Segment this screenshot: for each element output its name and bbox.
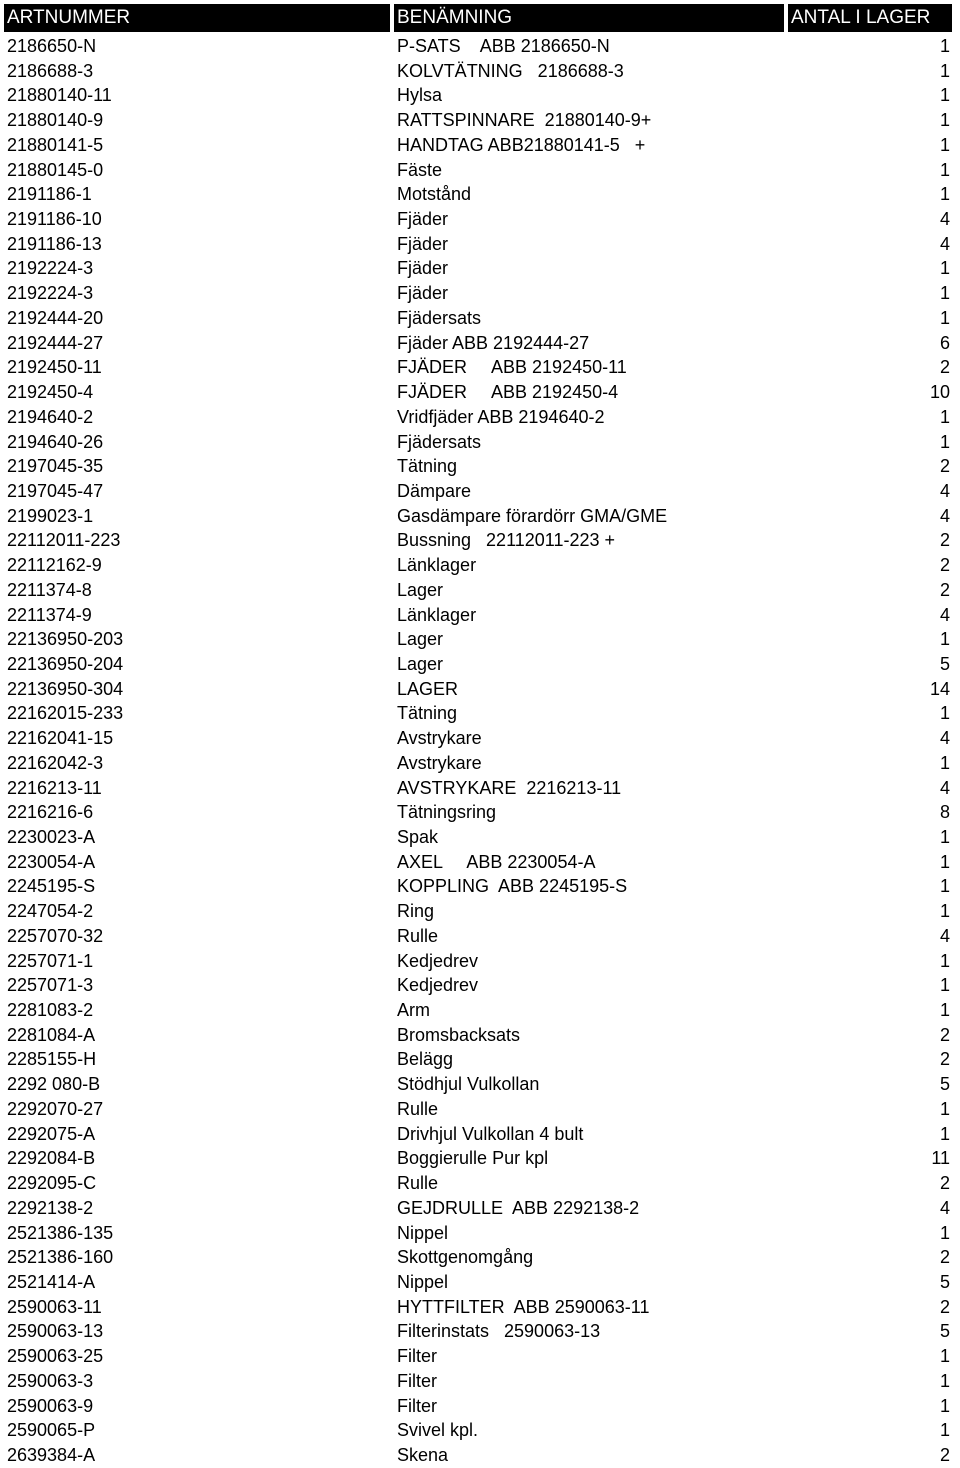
cell-benamning: Spak <box>397 827 439 847</box>
table-row <box>0 578 960 603</box>
table-row <box>0 504 960 529</box>
cell-benamning: KOLVTÄTNING 2186688-3 <box>397 60 624 81</box>
table-row <box>0 232 960 257</box>
cell-benamning: RATTSPINNARE 21880140-9+ <box>397 110 652 131</box>
table-row <box>0 479 960 504</box>
table-row <box>0 1171 960 1196</box>
cell-artnummer: 21880140-9 <box>7 110 104 131</box>
cell-artnummer: 2590063-25 <box>7 1346 104 1367</box>
cell-artnummer: 2216216-6 <box>7 802 94 823</box>
cell-antal: 1 <box>939 60 950 81</box>
cell-artnummer: 2192444-20 <box>7 307 104 328</box>
cell-artnummer: 2191186-13 <box>7 233 102 254</box>
table-row <box>0 34 960 59</box>
cell-artnummer: 22136950-204 <box>7 653 124 674</box>
table-row <box>0 652 960 677</box>
cell-benamning: Fjäder <box>397 209 449 230</box>
cell-benamning: Filter <box>397 1395 437 1416</box>
cell-antal: 1 <box>939 1000 950 1021</box>
cell-artnummer: 21880140-11 <box>7 85 112 106</box>
cell-artnummer: 2257071-3 <box>7 975 94 996</box>
cell-artnummer: 2197045-47 <box>7 480 104 501</box>
table-row <box>0 108 960 133</box>
cell-benamning: GEJDRULLE ABB 2292138-2 <box>397 1197 640 1218</box>
cell-benamning: Filter <box>397 1370 437 1391</box>
table-row <box>0 553 960 578</box>
cell-artnummer: 2257071-1 <box>7 950 94 971</box>
cell-artnummer: 2192444-27 <box>7 332 104 353</box>
table-row <box>0 825 960 850</box>
cell-antal: 1 <box>939 901 950 922</box>
table-row <box>0 776 960 801</box>
header-benamning: BENÄMNING <box>394 4 784 32</box>
cell-benamning: Tätningsring <box>397 802 497 823</box>
cell-antal: 1 <box>939 851 950 872</box>
cell-antal: 4 <box>939 480 950 501</box>
cell-artnummer: 22112011-223 <box>7 530 121 551</box>
cell-benamning: Tätning <box>397 456 458 477</box>
cell-benamning: Vridfjäder ABB 2194640-2 <box>397 406 605 427</box>
cell-benamning: KOPPLING ABB 2245195-S <box>397 876 628 897</box>
cell-benamning: AVSTRYKARE 2216213-11 <box>397 777 622 798</box>
cell-benamning: Länklager <box>397 555 477 576</box>
cell-artnummer: 2590063-3 <box>7 1370 94 1391</box>
cell-antal: 1 <box>939 258 950 279</box>
cell-benamning: Fjäder <box>397 233 449 254</box>
table-row <box>0 1023 960 1048</box>
cell-benamning: Avstrykare <box>397 752 482 773</box>
cell-artnummer: 2197045-35 <box>7 456 104 477</box>
table-row <box>0 83 960 108</box>
cell-benamning: Filter <box>397 1346 437 1367</box>
cell-antal: 1 <box>939 184 950 205</box>
cell-artnummer: 21880141-5 <box>7 134 104 155</box>
cell-benamning: Fjädersats <box>397 307 482 328</box>
cell-benamning: Fjädersats <box>397 431 482 452</box>
cell-antal: 1 <box>939 85 950 106</box>
table-body <box>0 34 960 1468</box>
cell-artnummer: 2191186-10 <box>7 209 102 230</box>
cell-benamning: Stödhjul Vulkollan <box>397 1074 540 1095</box>
cell-antal: 1 <box>939 110 950 131</box>
cell-artnummer: 2245195-S <box>7 876 96 897</box>
cell-antal: 6 <box>939 332 950 353</box>
table-row <box>0 800 960 825</box>
cell-artnummer: 2257070-32 <box>7 925 104 946</box>
cell-antal: 1 <box>939 283 950 304</box>
cell-antal: 5 <box>939 1321 950 1342</box>
cell-benamning: Lager <box>397 629 444 650</box>
cell-benamning: Hylsa <box>397 85 443 106</box>
cell-antal: 2 <box>939 555 950 576</box>
table-row <box>0 405 960 430</box>
cell-benamning: Svivel kpl. <box>397 1420 479 1441</box>
cell-antal: 5 <box>939 653 950 674</box>
cell-benamning: Fäste <box>397 159 443 180</box>
cell-antal: 1 <box>939 431 950 452</box>
cell-antal: 1 <box>939 1346 950 1367</box>
cell-antal: 4 <box>939 1197 950 1218</box>
table-row <box>0 726 960 751</box>
cell-artnummer: 2521386-160 <box>7 1247 114 1268</box>
table-row <box>0 627 960 652</box>
table-row <box>0 850 960 875</box>
cell-artnummer: 22162041-15 <box>7 728 114 749</box>
cell-antal: 2 <box>939 1247 950 1268</box>
cell-artnummer: 2191186-1 <box>7 184 92 205</box>
table-header <box>4 4 956 32</box>
cell-benamning: Fjäder ABB 2192444-27 <box>397 332 590 353</box>
table-row <box>0 1344 960 1369</box>
cell-artnummer: 2194640-26 <box>7 431 104 452</box>
table-row <box>0 59 960 84</box>
cell-artnummer: 2285155-H <box>7 1049 97 1070</box>
cell-benamning: FJÄDER ABB 2192450-4 <box>397 382 619 403</box>
cell-artnummer: 2292075-A <box>7 1123 96 1144</box>
table-row <box>0 751 960 776</box>
cell-antal: 4 <box>939 728 950 749</box>
table-row <box>0 380 960 405</box>
table-row <box>0 998 960 1023</box>
table-row <box>0 899 960 924</box>
cell-antal: 1 <box>939 876 950 897</box>
header-antal: ANTAL I LAGER <box>788 4 952 32</box>
cell-artnummer: 22162015-233 <box>7 703 124 724</box>
cell-antal: 1 <box>939 159 950 180</box>
table-row <box>0 973 960 998</box>
cell-benamning: Bussning 22112011-223 + <box>397 530 616 551</box>
cell-artnummer: 22112162-9 <box>7 555 102 576</box>
cell-antal: 2 <box>939 1173 950 1194</box>
table-row <box>0 355 960 380</box>
table-row <box>0 1369 960 1394</box>
table-row <box>0 1245 960 1270</box>
cell-benamning: Fjäder <box>397 283 449 304</box>
cell-artnummer: 2186650-N <box>7 36 97 56</box>
table-row <box>0 677 960 702</box>
cell-artnummer: 2521414-A <box>7 1271 96 1292</box>
table-row <box>0 1146 960 1171</box>
cell-artnummer: 22136950-304 <box>7 678 124 699</box>
cell-benamning: Nippel <box>397 1222 449 1243</box>
table-row <box>0 1295 960 1320</box>
cell-antal: 4 <box>939 209 950 230</box>
table-row <box>0 528 960 553</box>
cell-artnummer: 2292138-2 <box>7 1197 94 1218</box>
cell-antal: 4 <box>939 925 950 946</box>
cell-antal: 10 <box>929 382 950 403</box>
cell-antal: 1 <box>939 307 950 328</box>
cell-antal: 1 <box>939 827 950 847</box>
cell-antal: 11 <box>931 1148 950 1169</box>
cell-artnummer: 2292084-B <box>7 1148 96 1169</box>
cell-antal: 1 <box>939 1370 950 1391</box>
cell-artnummer: 2194640-2 <box>7 406 94 427</box>
cell-artnummer: 2590065-P <box>7 1420 96 1441</box>
cell-antal: 1 <box>939 406 950 427</box>
cell-artnummer: 2590063-11 <box>7 1296 102 1317</box>
cell-antal: 5 <box>939 1271 950 1292</box>
cell-antal: 8 <box>939 802 950 823</box>
table-row <box>0 1196 960 1221</box>
cell-benamning: Kedjedrev <box>397 975 479 996</box>
cell-artnummer: 2590063-13 <box>7 1321 104 1342</box>
table-row <box>0 949 960 974</box>
table-row <box>0 207 960 232</box>
cell-benamning: Lager <box>397 579 444 600</box>
cell-benamning: Lager <box>397 653 444 674</box>
table-row <box>0 1443 960 1468</box>
cell-antal: 1 <box>939 1123 950 1144</box>
cell-artnummer: 22136950-203 <box>7 629 124 650</box>
cell-benamning: HANDTAG ABB21880141-5 + <box>397 134 646 155</box>
table-row <box>0 430 960 455</box>
cell-antal: 4 <box>939 505 950 526</box>
table-row <box>0 874 960 899</box>
cell-benamning: Boggierulle Pur kpl <box>397 1148 549 1169</box>
cell-benamning: Filterinstats 2590063-13 <box>397 1321 601 1342</box>
cell-artnummer: 2590063-9 <box>7 1395 94 1416</box>
cell-antal: 2 <box>939 579 950 600</box>
table-row <box>0 454 960 479</box>
cell-antal: 4 <box>939 604 950 625</box>
cell-antal: 2 <box>939 1296 950 1317</box>
cell-benamning: Drivhjul Vulkollan 4 bult <box>397 1123 584 1144</box>
cell-antal: 1 <box>939 950 950 971</box>
cell-antal: 1 <box>939 629 950 650</box>
cell-benamning: Belägg <box>397 1049 454 1070</box>
cell-antal: 2 <box>939 357 950 378</box>
cell-artnummer: 2230023-A <box>7 827 96 847</box>
cell-artnummer: 21880145-0 <box>7 159 104 180</box>
table-row <box>0 1418 960 1443</box>
header-artnummer: ARTNUMMER <box>4 4 390 32</box>
cell-antal: 2 <box>939 456 950 477</box>
cell-artnummer: 2292095-C <box>7 1173 97 1194</box>
cell-benamning: LAGER <box>397 678 459 699</box>
cell-benamning: Rulle <box>397 1173 439 1194</box>
table-row <box>0 1122 960 1147</box>
cell-benamning: Arm <box>397 1000 430 1021</box>
cell-artnummer: 2192450-11 <box>7 357 102 378</box>
cell-benamning: HYTTFILTER ABB 2590063-11 <box>397 1296 650 1317</box>
cell-antal: 1 <box>939 134 950 155</box>
cell-antal: 1 <box>939 1098 950 1119</box>
cell-antal: 1 <box>939 36 950 56</box>
cell-benamning: FJÄDER ABB 2192450-11 <box>397 357 627 378</box>
cell-benamning: Rulle <box>397 925 439 946</box>
cell-artnummer: 2281083-2 <box>7 1000 94 1021</box>
table-row <box>0 924 960 949</box>
cell-artnummer: 2211374-9 <box>7 604 92 625</box>
cell-antal: 1 <box>939 1222 950 1243</box>
table-row <box>0 1047 960 1072</box>
cell-benamning: Länklager <box>397 604 477 625</box>
cell-antal: 1 <box>939 1395 950 1416</box>
cell-artnummer: 2247054-2 <box>7 901 94 922</box>
table-row <box>0 1097 960 1122</box>
cell-antal: 2 <box>939 1049 950 1070</box>
cell-artnummer: 2186688-3 <box>7 60 94 81</box>
cell-benamning: Bromsbacksats <box>397 1024 521 1045</box>
table-row <box>0 701 960 726</box>
cell-benamning: Gasdämpare förardörr GMA/GME <box>397 505 668 526</box>
table-row <box>0 158 960 183</box>
table-row <box>0 182 960 207</box>
cell-antal: 5 <box>939 1074 950 1095</box>
cell-benamning: Dämpare <box>397 480 472 501</box>
cell-benamning: Tätning <box>397 703 458 724</box>
table-row <box>0 1394 960 1419</box>
cell-antal: 1 <box>939 703 950 724</box>
cell-antal: 1 <box>939 975 950 996</box>
cell-artnummer: 2281084-A <box>7 1024 96 1045</box>
cell-artnummer: 2192224-3 <box>7 258 94 279</box>
cell-artnummer: 22162042-3 <box>7 752 104 773</box>
cell-artnummer: 2199023-1 <box>7 505 94 526</box>
table-row <box>0 1072 960 1097</box>
table-row <box>0 1221 960 1246</box>
table-row <box>0 331 960 356</box>
cell-artnummer: 2192224-3 <box>7 283 94 304</box>
table-row <box>0 133 960 158</box>
cell-antal: 2 <box>939 1444 950 1465</box>
cell-benamning: Skena <box>397 1444 449 1465</box>
cell-benamning: Fjäder <box>397 258 449 279</box>
cell-antal: 4 <box>939 777 950 798</box>
cell-artnummer: 2192450-4 <box>7 382 94 403</box>
cell-benamning: Avstrykare <box>397 728 482 749</box>
cell-artnummer: 2230054-A <box>7 851 96 872</box>
cell-benamning: Rulle <box>397 1098 439 1119</box>
cell-antal: 1 <box>939 1420 950 1441</box>
cell-benamning: P-SATS ABB 2186650-N <box>397 36 610 56</box>
cell-benamning: Motstånd <box>397 184 472 205</box>
table-row <box>0 256 960 281</box>
cell-antal: 14 <box>929 678 950 699</box>
cell-benamning: Nippel <box>397 1271 449 1292</box>
cell-artnummer: 2211374-8 <box>7 579 92 600</box>
cell-antal: 2 <box>939 530 950 551</box>
cell-artnummer: 2521386-135 <box>7 1222 114 1243</box>
cell-antal: 2 <box>939 1024 950 1045</box>
table-row <box>0 281 960 306</box>
table-row <box>0 603 960 628</box>
cell-benamning: AXEL ABB 2230054-A <box>397 851 596 872</box>
table-row <box>0 306 960 331</box>
table-row <box>0 1319 960 1344</box>
cell-artnummer: 2639384-A <box>7 1444 96 1465</box>
cell-benamning: Skottgenomgång <box>397 1247 534 1268</box>
cell-antal: 4 <box>939 233 950 254</box>
cell-benamning: Ring <box>397 901 435 922</box>
cell-artnummer: 2292 080-B <box>7 1074 101 1095</box>
cell-benamning: Kedjedrev <box>397 950 479 971</box>
table-row <box>0 1270 960 1295</box>
cell-antal: 1 <box>939 752 950 773</box>
cell-artnummer: 2292070-27 <box>7 1098 104 1119</box>
cell-artnummer: 2216213-11 <box>7 777 102 798</box>
